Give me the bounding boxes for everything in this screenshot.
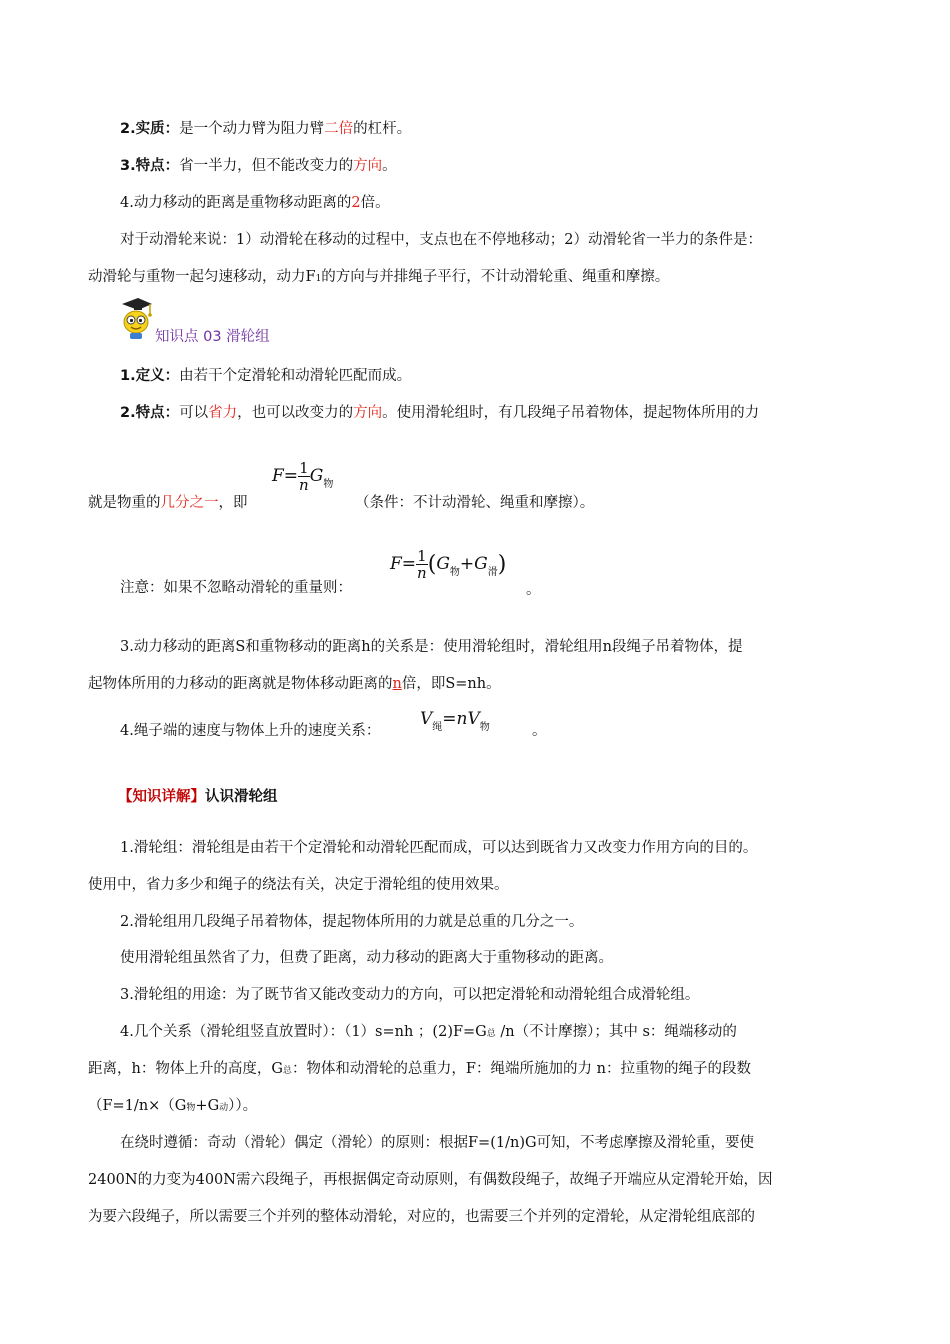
detail-p5a: 4.几个关系（滑轮组竖直放置时）：（1）s=nh ；(2)F=G总 /n（不计摩擦）；其中 s：绳端移动的 xyxy=(120,1024,737,1040)
definition-line: 1.定义：由若干个定滑轮和动滑轮匹配而成。 xyxy=(120,368,412,384)
speed-relation: 4.绳子端的速度与物体上升的速度关系： xyxy=(120,723,381,739)
detail-p5c: （F=1/n×（G物+G动））。 xyxy=(88,1098,258,1114)
condition-text: （条件：不计动滑轮、绳重和摩擦）。 xyxy=(355,495,595,511)
detail-p6b: 2400N的力变为400N需六段绳子，再根据偶定奇动原则，有偶数段绳子，故绳子开端应从定滑轮开始，因 xyxy=(88,1172,773,1188)
ratio-line: 就是物重的几分之一，即 xyxy=(88,495,248,511)
essence-line: 2.实质：是一个动力臂为阻力臂二倍的杠杆。 xyxy=(120,121,412,137)
detail-heading: 【知识详解】认识滑轮组 xyxy=(118,789,278,805)
fraction: $\frac{1}{n}$ xyxy=(417,547,427,582)
pulley-feature-line: 2.特点：可以省力，也可以改变力的方向。使用滑轮组时，有几段绳子吊着物体，提起物体所用的力 xyxy=(120,405,760,421)
formula-real: F= $\frac{1}{n}$ $(G_物+G_滑)$ xyxy=(390,547,507,582)
distance-relation-2: 起物体所用的力移动的距离就是物体移动距离的n倍，即S=nh。 xyxy=(88,676,501,692)
detail-p1a: 1.滑轮组：滑轮组是由若干个定滑轮和动滑轮匹配而成，可以达到既省力又改变力作用方向的目的。 xyxy=(120,840,758,856)
distance-relation-1: 3.动力移动的距离S和重物移动的距离h的关系是：使用滑轮组时，滑轮组用n段绳子吊着物体，提 xyxy=(120,639,743,655)
movable-pulley-note-1: 对于动滑轮来说：1）动滑轮在移动的过程中，支点也在不停地移动；2）动滑轮省一半力的条件是： xyxy=(120,232,762,248)
formula-speed: $V_绳=nV_物$ xyxy=(420,709,490,733)
distance-line: 4.动力移动的距离是重物移动距离的2倍。 xyxy=(120,195,390,211)
detail-p6a: 在绕时遵循：奇动（滑轮）偶定（滑轮）的原则：根据F=(1/n)G可知，不考虑摩擦及滑轮重，要使 xyxy=(120,1135,755,1151)
speed-end: 。 xyxy=(532,723,547,739)
knowledge-point-title: 知识点 03 滑轮组 xyxy=(155,329,270,345)
feature-line: 3.特点：省一半力，但不能改变力的方向。 xyxy=(120,158,397,174)
detail-p4: 3.滑轮组的用途：为了既节省又能改变动力的方向，可以把定滑轮和动滑轮组合成滑轮组。 xyxy=(120,987,700,1003)
detail-p6c: 为要六段绳子，所以需要三个并列的整体动滑轮，对应的，也需要三个并列的定滑轮，从定滑轮组底部的 xyxy=(88,1209,755,1225)
formula-ideal: F= $\frac{1}{n}$ $G_物$ xyxy=(272,459,334,494)
note-end: 。 xyxy=(526,582,541,598)
movable-pulley-note-2: 动滑轮与重物一起匀速移动，动力F1的方向与并排绳子平行，不计动滑轮重、绳重和摩擦。 xyxy=(88,269,670,285)
detail-p5b: 距离，h：物体上升的高度，G总：物体和动滑轮的总重力，F：绳端所施加的力 n：拉重物的绳子的段数 xyxy=(88,1061,751,1077)
detail-p2: 2.滑轮组用几段绳子吊着物体，提起物体所用的力就是总重的几分之一。 xyxy=(120,914,584,930)
fraction: $\frac{1}{n}$ xyxy=(299,459,309,494)
detail-p3: 使用滑轮组虽然省了力，但费了距离，动力移动的距离大于重物移动的距离。 xyxy=(120,950,613,966)
detail-p1b: 使用中，省力多少和绳子的绕法有关，决定于滑轮组的使用效果。 xyxy=(88,877,509,893)
note-text: 注意：如果不忽略动滑轮的重量则： xyxy=(120,580,352,596)
scholar-mascot-icon xyxy=(118,296,154,340)
